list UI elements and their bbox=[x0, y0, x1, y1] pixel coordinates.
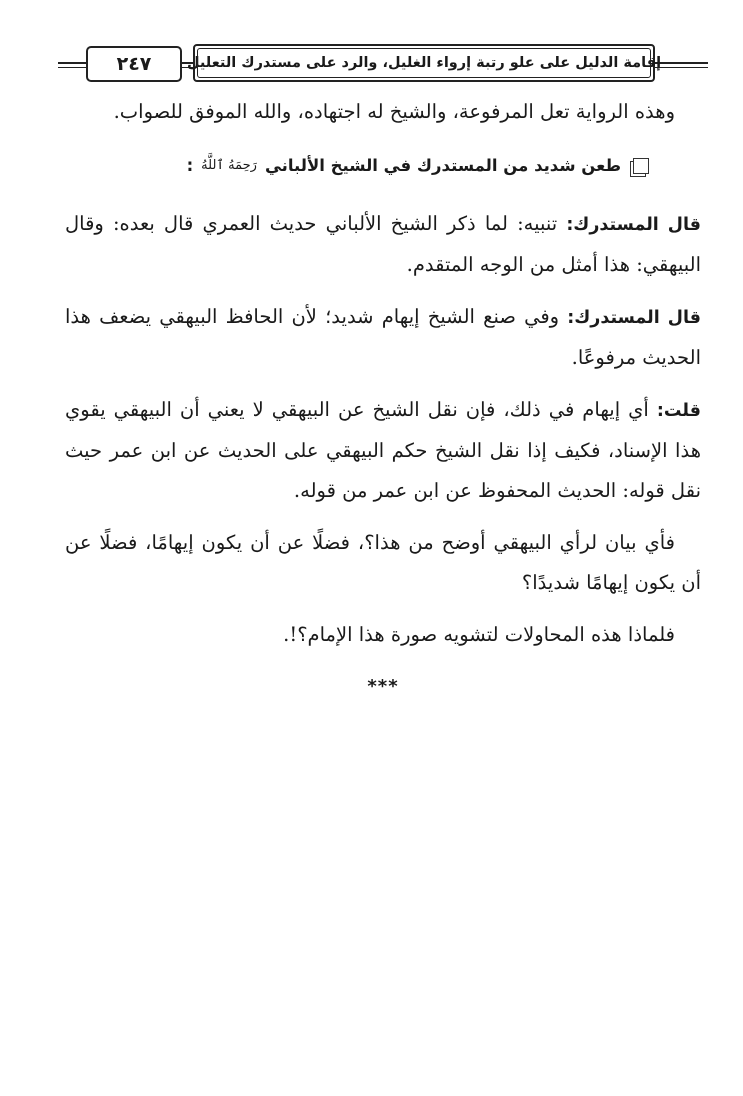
paragraph-2-lead: قال المستدرك: bbox=[566, 215, 701, 235]
heading-text: طعن شديد من المستدرك في الشيخ الألباني bbox=[264, 156, 621, 175]
paragraph-1: وهذه الرواية تعل المرفوعة، والشيخ له اجتهاده، والله الموفق للصواب. bbox=[113, 100, 675, 123]
paragraph-2 bbox=[65, 204, 701, 285]
paragraph-4-lead: قلت: bbox=[656, 401, 701, 421]
blessing-glyph: رَحِمَهُ ٱللَّهُ bbox=[201, 158, 257, 173]
paragraph-4 bbox=[65, 390, 701, 511]
paragraph-5: فأي بيان لرأي البيهقي أوضح من هذا؟، فضلًا عن أن يكون إيهامًا، فضلًا عن أن يكون إيهامًا شديدًا؟ bbox=[65, 531, 701, 594]
section-separator: *** bbox=[367, 676, 399, 697]
running-header bbox=[58, 42, 708, 86]
paragraph-2-text: تنبيه: لما ذكر الشيخ الألباني حديث العمري قال بعده: وقال البيهقي: هذا أمثل من الوجه المتقدم. bbox=[65, 212, 701, 276]
paragraph-4-text: أي إيهام في ذلك، فإن نقل الشيخ عن البيهقي لا يعني أن البيهقي يقوي هذا الإسناد، فكيف إذا نقل الشيخ حكم البيهقي على الحديث عن ابن عمر حيث نقل قوله: الحديث المحفوظ عن ابن عمر من قوله. bbox=[65, 398, 701, 502]
page-body bbox=[65, 92, 701, 707]
heading-colon: : bbox=[186, 156, 194, 175]
book-title: إقامة الدليل على علو رتبة إرواء الغليل، والرد على مستدرك التعليل bbox=[193, 44, 655, 82]
section-heading bbox=[65, 146, 701, 186]
paragraph-3-text: وفي صنع الشيخ إيهام شديد؛ لأن الحافظ البيهقي يضعف هذا الحديث مرفوعًا. bbox=[65, 305, 701, 369]
paragraph-3 bbox=[65, 297, 701, 378]
paragraph-6: فلماذا هذه المحاولات لتشويه صورة هذا الإمام؟!. bbox=[283, 623, 675, 646]
paragraph-3-lead: قال المستدرك: bbox=[567, 308, 701, 328]
page-icon bbox=[633, 158, 649, 174]
page-number: ٢٤٧ bbox=[86, 46, 182, 82]
